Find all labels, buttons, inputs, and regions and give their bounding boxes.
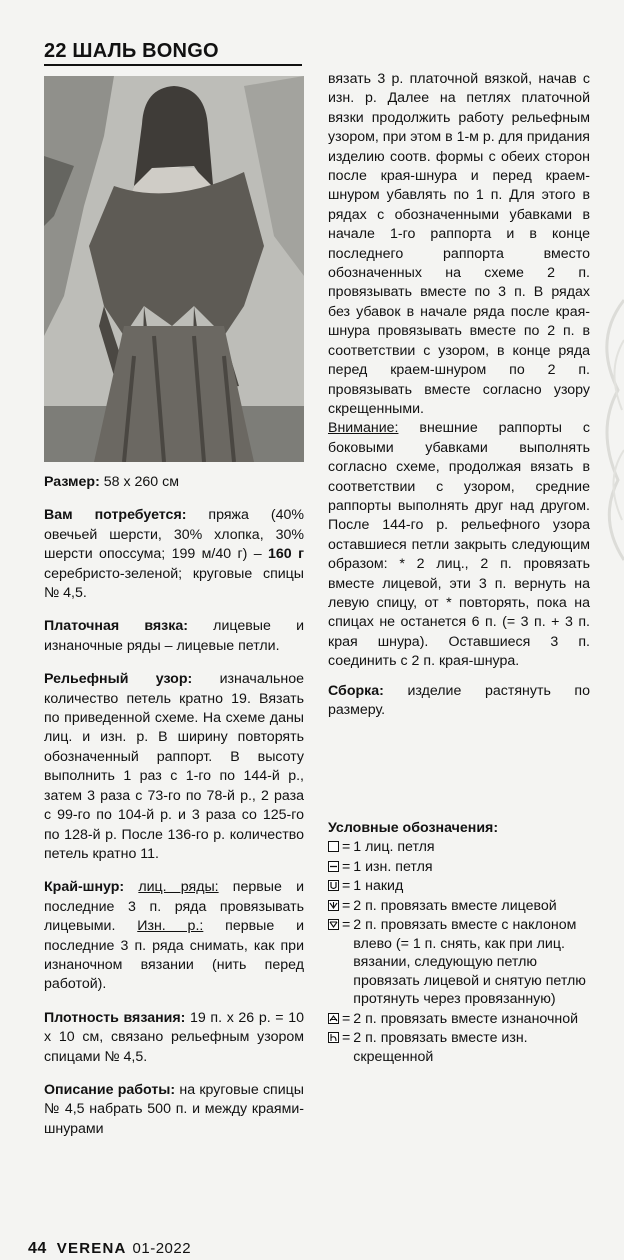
legend-item: = 2 п. провязать вместе изнаночной bbox=[328, 1010, 590, 1029]
ssk-icon bbox=[328, 919, 339, 930]
title-underline bbox=[44, 64, 302, 66]
legend bbox=[328, 820, 590, 1066]
garter-stitch-paragraph: Платочная вязка: лицевые и изнаночные ряды – лицевые петли. bbox=[44, 618, 304, 654]
gauge-paragraph: Плотность вязания: 19 п. х 26 р. = 10 х 10 см, связано рельефным узором спицами № 4,5. bbox=[44, 1009, 304, 1065]
right-column bbox=[328, 70, 590, 1067]
purl-stitch-icon bbox=[328, 861, 339, 872]
edge-cord-paragraph: Край-шнур: лиц. ряды: первые и последние 3 п. ряда провязывать лицевыми. Изн. р.: первые и последние 3 п. ряда снимать, как при изнаночном вязании (нить перед работой). bbox=[44, 879, 304, 993]
page-footer bbox=[28, 1240, 191, 1258]
page-number: 44 bbox=[28, 1240, 47, 1257]
legend-item: = 1 накид bbox=[328, 877, 590, 896]
legend-item: = 1 лиц. петля bbox=[328, 838, 590, 857]
legend-item: = 2 п. провязать вместе лицевой bbox=[328, 897, 590, 916]
legend-item: = 2 п. провязать вместе с наклоном влево (= 1 п. снять, как при лиц. вязании, следующую петлю провязать лицевой и снятую петлю протянуть через провязанную) bbox=[328, 916, 590, 1009]
attention-paragraph: Внимание: внешние раппорты с боковыми убавками выполнять согласно схеме, продолжая вязать в соответствии с узором, средние раппорты выполнять друг над другом. После 144-го р. рельефного узора оставшиеся петли закрыть следующим образом: * 2 лиц., 2 п. провязать вместе лицевой, эти 3 п. вернуть на левую спицу, от * повторять, пока на спицах не останется 6 п. (= 3 п. + 3 п. края шнура). Оставшиеся 3 п. соединить с 2 п. края-шнура. bbox=[328, 420, 590, 670]
left-column bbox=[44, 473, 304, 1153]
legend-item: = 1 изн. петля bbox=[328, 858, 590, 877]
shawl-photo bbox=[44, 76, 304, 462]
knit-stitch-icon bbox=[328, 841, 339, 852]
p2tog-icon bbox=[328, 1013, 339, 1024]
work-description-paragraph: Описание работы: на круговые спицы № 4,5 набрать 500 п. и между краями-шнурами bbox=[44, 1081, 304, 1137]
issue-number: 01-2022 bbox=[132, 1240, 192, 1257]
assembly-paragraph: Сборка: изделие растянуть по размеру. bbox=[328, 682, 590, 718]
size-paragraph: Размер: 58 х 260 см bbox=[44, 474, 179, 490]
p2tog-tbl-icon bbox=[328, 1032, 339, 1043]
magazine-name: VERENA bbox=[56, 1240, 127, 1257]
legend-item: = 2 п. провязать вместе изн. скрещенной bbox=[328, 1029, 590, 1066]
page-title: 22 ШАЛЬ BONGO bbox=[44, 40, 219, 62]
relief-pattern-paragraph: Рельефный узор: изначальное количество петель кратно 19. Вязать по приведенной схеме. На схеме даны лиц. и изн. р. В ширину повторять обозначенный раппорт. В высоту выполнить 1 раз с 1-го по 144-й р., затем 3 раза с 73-го по 78-й р., 2 раза с 99-го по 104-й р. и 3 раза со 125-го по 128-й р. После 136-го р. количество петель кратно 11. bbox=[44, 671, 304, 862]
decorative-ornament bbox=[588, 280, 624, 580]
yarn-over-icon bbox=[328, 880, 339, 891]
materials-paragraph: Вам потребуется: пряжа (40% овечьей шерсти, 30% хлопка, 30% шерсти опоссума; 199 м/40 г) – 160 г серебристо-зеленой; круговые спицы № 4,5. bbox=[44, 507, 304, 602]
legend-title: Условные обозначения: bbox=[328, 820, 499, 837]
k2tog-icon bbox=[328, 900, 339, 911]
work-continuation-paragraph: вязать 3 р. платочной вязкой, начав с изн. р. Далее на петлях платочной вязки продолжить работу рельефным узором, при этом в 1-м р. для придания изделию соотв. формы с обеих сторон после края-шнура и перед краем-шнуром убавлять по 1 п. Для этого в рядах с обозначенными убавками в начале 1-го раппорта и в конце последнего раппорта вместо обозначенных на схеме 2 п. провязывать вместе по 3 п. В рядах без убавок в начале ряда после края-шнура провязывать вместе по 2 п. в соответствии с узором, в конце ряда перед краем-шнуром по 2 п. провязывать вместе согласно узору скрещенными. bbox=[328, 71, 590, 417]
